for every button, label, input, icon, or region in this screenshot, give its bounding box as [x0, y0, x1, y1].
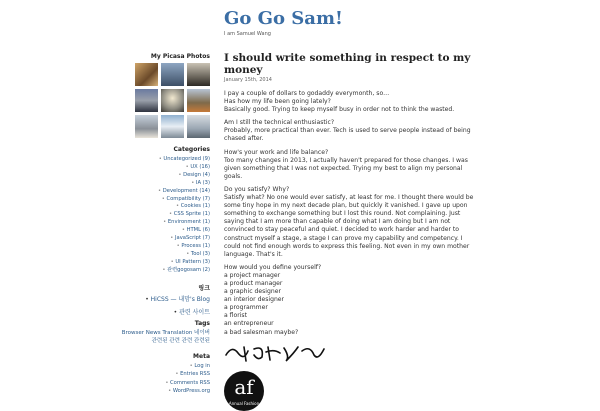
category-link-text[interactable]: 관련gogosam (2): [167, 266, 210, 273]
blogroll-link-text[interactable]: 관련 사이트: [179, 308, 210, 316]
category-link-text[interactable]: Environment (1): [167, 219, 210, 226]
category-link-text[interactable]: Cookies (1): [180, 203, 210, 210]
category-link[interactable]: [118, 188, 210, 196]
category-link-text[interactable]: HTML (6): [186, 227, 210, 234]
category-link-text[interactable]: Process (1): [181, 242, 210, 249]
post-paragraph: [224, 186, 476, 259]
post-date: January 15th, 2014: [224, 77, 272, 83]
post-line: I pay a couple of dollars to godaddy everymonth, so…: [224, 90, 390, 97]
category-link-text[interactable]: Development (14): [162, 187, 210, 194]
post-line: How would you define yourself?: [224, 263, 322, 271]
category-link-text[interactable]: UI Pattern (3): [175, 258, 210, 265]
post-line: Do you satisfy? Why?: [224, 185, 290, 193]
signature-image: [224, 343, 476, 367]
meta-link[interactable]: [118, 370, 210, 379]
categories-heading: Categories: [173, 146, 210, 153]
meta-link[interactable]: [118, 379, 210, 388]
category-link-text[interactable]: Uncategorized (9): [163, 156, 210, 162]
post-paragraph: [224, 90, 476, 114]
post: [224, 52, 476, 411]
post-line: Am I still the technical enthusiastic?: [224, 119, 335, 127]
post-body: [224, 90, 476, 337]
meta-link-text[interactable]: Comments RSS: [170, 379, 210, 386]
category-link[interactable]: [118, 219, 210, 227]
category-link[interactable]: [118, 227, 210, 235]
post-line: Too many changes in 2013, I actually haven't prepared for those changes. I was given something that I was not expected. Trying my best to align my personal goals.: [224, 156, 468, 180]
post-line: an entrepreneur: [224, 320, 274, 328]
category-link-text[interactable]: JavaScript (7): [174, 235, 210, 242]
af-logo: [224, 371, 264, 411]
category-link[interactable]: [118, 164, 210, 172]
post-line: a bad salesman maybe?: [224, 328, 299, 336]
picasa-photo-grid: [118, 63, 210, 138]
tag-link[interactable]: 관련된 관련 관련 관련된: [151, 337, 210, 344]
links-heading: 링크: [198, 284, 210, 292]
post-line: an interior designer: [224, 296, 285, 304]
meta-link-text[interactable]: Log in: [194, 362, 210, 369]
category-link[interactable]: [118, 172, 210, 180]
photo-thumbnail[interactable]: [161, 89, 184, 112]
tags-heading: Tags: [194, 319, 210, 327]
post-line: Probably, more practical than ever. Tech is used to serve people instead of being chased after.: [224, 127, 471, 143]
photo-thumbnail[interactable]: [187, 63, 210, 86]
post-paragraph: [224, 149, 476, 181]
meta-link-text[interactable]: WordPress.org: [172, 388, 210, 395]
meta-link[interactable]: [118, 362, 210, 371]
post-line: Satisfy what? No one would ever satisfy, at least for me. I thought there would be some tiny hope in my next decade plan, but quickly it vanished. I gave up upon something to exchange something but I lost this round. Not complaining. Just saying that I am more than capable of doing what I am doing but I am not convinced to stay peaceful and quiet. I decided to work harder and harder to construct myself a stage, a stage I can prove my capability and competency. I could not find enough words to express this feeling. Not even in my own mother language. That's it.: [224, 194, 474, 258]
site-title[interactable]: Go Go Sam!: [224, 8, 343, 29]
photos-heading: My Picasa Photos: [150, 53, 210, 60]
site-tagline: I am Samuel Wang: [224, 31, 271, 37]
post-line: Basically good. Trying to keep myself busy in order not to think the wasted.: [224, 106, 455, 114]
category-link[interactable]: [118, 180, 210, 188]
post-paragraph: [224, 119, 476, 143]
photo-thumbnail[interactable]: [161, 115, 184, 138]
category-link[interactable]: [118, 211, 210, 219]
category-list: [118, 156, 210, 275]
post-line: Has how my life been going lately?: [224, 98, 331, 106]
meta-list: [118, 362, 210, 396]
category-link-text[interactable]: Compatibility (7): [166, 195, 210, 202]
tag-cloud-line[interactable]: [118, 337, 210, 345]
af-logo-caption: Annual Fashion: [228, 400, 260, 406]
photo-thumbnail[interactable]: [135, 115, 158, 138]
category-link-text[interactable]: IA (3): [195, 179, 210, 186]
meta-link-text[interactable]: Entries RSS: [180, 371, 210, 378]
photo-thumbnail[interactable]: [187, 89, 210, 112]
photo-thumbnail[interactable]: [161, 63, 184, 86]
category-link[interactable]: [118, 235, 210, 243]
category-link-text[interactable]: UX (16): [190, 163, 210, 170]
photo-thumbnail[interactable]: [135, 89, 158, 112]
category-link-text[interactable]: Tool (3): [190, 250, 210, 257]
category-link[interactable]: [118, 196, 210, 204]
post-line: How's your work and life balance?: [224, 148, 329, 156]
blogroll-link-text[interactable]: HiCSS — 내맘's Blog: [150, 295, 210, 303]
meta-heading: Meta: [193, 352, 210, 360]
blogroll-link[interactable]: • 관련 사이트: [173, 308, 210, 316]
photo-thumbnail[interactable]: [135, 63, 158, 86]
category-link[interactable]: [118, 259, 210, 267]
post-line: a product manager: [224, 279, 283, 287]
category-link[interactable]: [118, 203, 210, 211]
blogroll-link[interactable]: • HiCSS — 내맘's Blog: [145, 295, 210, 303]
post-paragraph: [224, 264, 476, 337]
meta-link[interactable]: [118, 387, 210, 396]
category-link[interactable]: [118, 243, 210, 251]
photo-thumbnail[interactable]: [187, 115, 210, 138]
tag-cloud-line[interactable]: [118, 329, 210, 337]
post-line: a graphic designer: [224, 288, 281, 296]
tag-link[interactable]: Browser News Translation 네이버: [121, 329, 210, 336]
category-link[interactable]: [118, 156, 210, 164]
post-line: a programmer: [224, 304, 268, 312]
post-line: a florist: [224, 312, 248, 320]
category-link-text[interactable]: Design (4): [183, 171, 210, 178]
post-title[interactable]: I should write something in respect to my money: [224, 52, 471, 76]
category-link[interactable]: [118, 267, 210, 275]
post-line: a project manager: [224, 271, 281, 279]
category-link[interactable]: [118, 251, 210, 259]
category-link-text[interactable]: CSS Sprite (1): [173, 211, 210, 218]
sidebar: [118, 53, 210, 404]
af-logo-text: af: [234, 374, 254, 399]
